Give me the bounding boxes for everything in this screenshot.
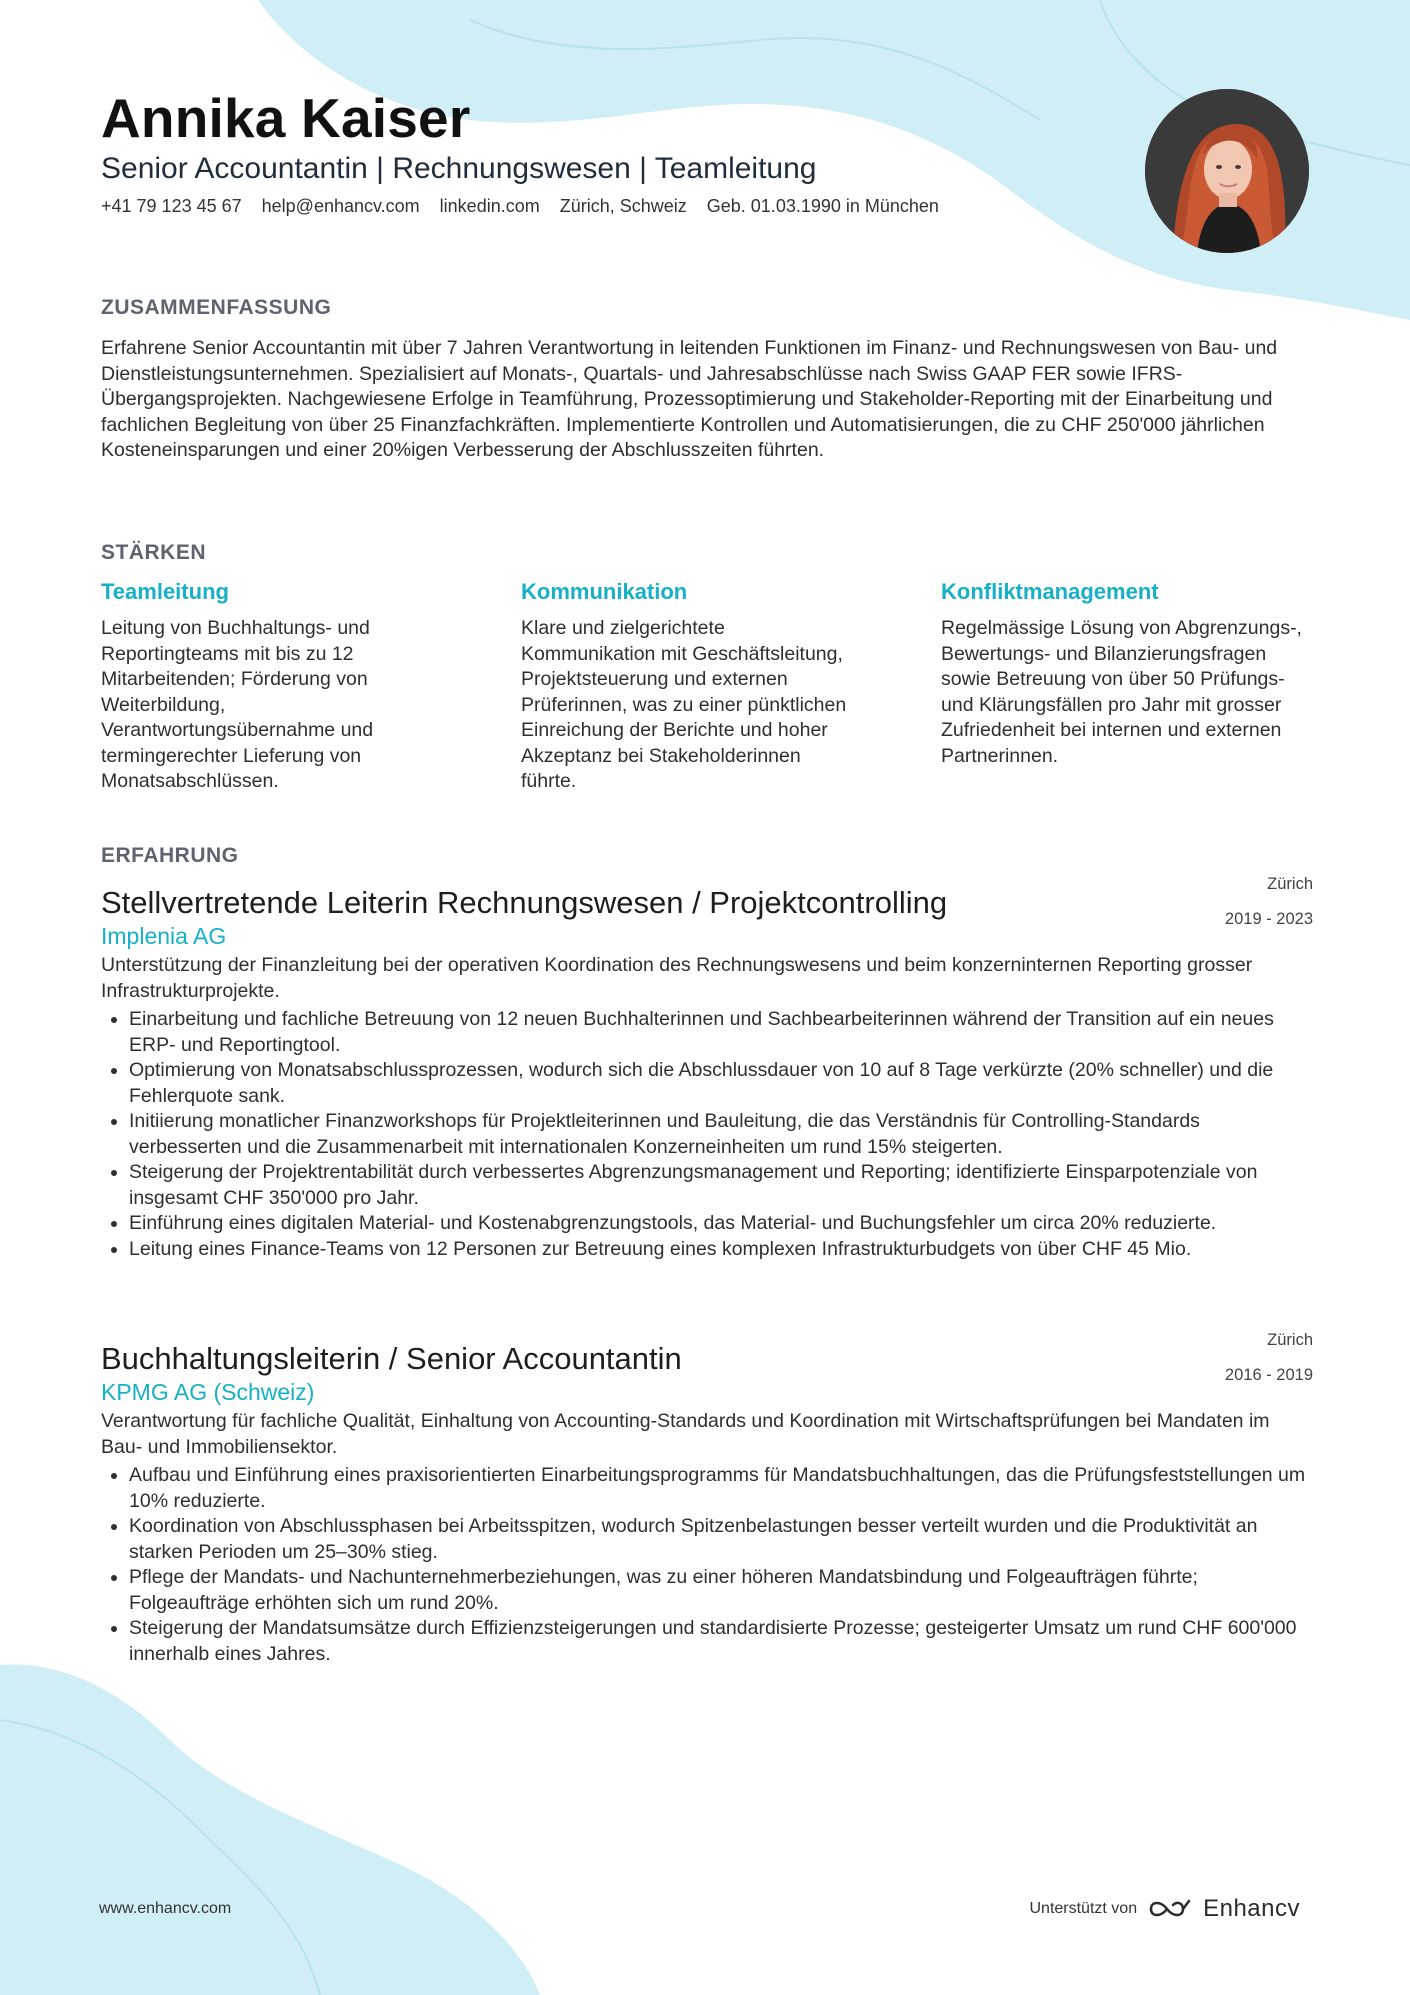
job-bullet: • Pflege der Mandats- und Nachunternehmerbeziehungen, was zu einer höheren Mandatsbindung und Folgeaufträgen führte; Folgeaufträge erhöhten sich um rund 20%. <box>129 1565 1311 1616</box>
job-bullet: • Leitung eines Finance-Teams von 12 Personen zur Betreuung eines komplexen Infrastrukturbudgets von über CHF 45 Mio. <box>129 1237 1311 1263</box>
job-company: Implenia AG <box>101 923 227 949</box>
job-bullets <box>101 1007 1311 1262</box>
contact-email[interactable]: help@enhancv.com <box>261 196 420 216</box>
strength-item <box>101 579 431 795</box>
summary-heading: ZUSAMMENFASSUNG <box>101 296 332 319</box>
footer-branding <box>1029 1895 1300 1923</box>
strength-title: Teamleitung <box>101 579 229 604</box>
contact-row <box>101 196 939 217</box>
job-description: Unterstützung der Finanzleitung bei der operativen Koordination des Rechnungswesens und beim konzerninternen Reporting grosser Infrastrukturprojekte. <box>101 954 1253 1002</box>
summary-text: Erfahrene Senior Accountantin mit über 7 Jahren Verantwortung in leitenden Funktionen im Finanz- und Rechnungswesen von Bau- und Dienstleistungsunternehmen. Spezialisiert auf Monats-, Quartals- und Jahresabschlüsse nach Swiss GAAP FER sowie IFRS-Übergangsprojekten. Nachgewiesene Erfolge in Teamführung, Prozessoptimierung und Stakeholder-Reporting mit der Einarbeitung und fachlichen Begleitung von über 25 Finanzfachkräften. Implementierte Kontrollen und Automatisierungen, die zu CHF 250'000 jährlichen Kosteneinsparungen und einer 20%igen Verbesserung der Abschlusszeiten führten. <box>101 337 1278 461</box>
contact-location: Zürich, Schweiz <box>559 196 687 216</box>
strengths-grid <box>101 579 1331 799</box>
strength-item <box>521 579 851 795</box>
job-location: Zürich <box>1267 875 1313 893</box>
job-bullet: • Einarbeitung und fachliche Betreuung von 12 neuen Buchhalterinnen und Sachbearbeiterinnen während der Transition auf ein neues ERP- und Reportingtool. <box>129 1007 1311 1058</box>
powered-by-label: Unterstützt von <box>1029 1900 1138 1917</box>
job-entry <box>101 1331 1313 1667</box>
job-bullet: • Koordination von Abschlussphasen bei Arbeitsspitzen, wodurch Spitzenbelastungen besser verteilt wurden und die Produktivität an starken Perioden um 25–30% stieg. <box>129 1514 1311 1565</box>
job-bullet: • Steigerung der Projektrentabilität durch verbessertes Abgrenzungsmanagement und Reporting; identifizierte Einsparpotenziale von insgesamt CHF 350'000 pro Jahr. <box>129 1160 1311 1211</box>
contact-phone[interactable]: +41 79 123 45 67 <box>101 196 242 216</box>
candidate-name: Annika Kaiser <box>101 87 471 149</box>
strength-text: Leitung von Buchhaltungs- und Reportingteams mit bis zu 12 Mitarbeitenden; Förderung von Weiterbildung, Verantwortungsübernahme und termingerechter Lieferung von Monatsabschlüssen. <box>101 617 374 792</box>
job-description: Verantwortung für fachliche Qualität, Einhaltung von Accounting-Standards und Koordination mit Wirtschaftsprüfungen bei Mandaten im Bau- und Immobiliensektor. <box>101 1410 1270 1458</box>
brand-name[interactable]: Enhancv <box>1203 1895 1300 1922</box>
candidate-subtitle: Senior Accountantin | Rechnungswesen | Teamleitung <box>101 152 817 185</box>
strengths-heading: STÄRKEN <box>101 541 207 564</box>
strength-text: Klare und zielgerichtete Kommunikation mit Geschäftsleitung, Projektsteuerung und externen Prüferinnen, was zu einer pünktlichen Einreichung der Berichte und hoher Akzeptanz bei Stakeholderinnen führte. <box>521 617 847 792</box>
contact-linkedin[interactable]: linkedin.com <box>439 196 540 216</box>
job-bullet: • Einführung eines digitalen Material- und Kostenabgrenzungstools, das Material- und Buchungsfehler um circa 20% reduzierte. <box>129 1211 1311 1237</box>
portrait-image <box>1145 89 1309 253</box>
contact-birth: Geb. 01.03.1990 in München <box>706 196 939 216</box>
job-dates: 2016 - 2019 <box>1224 1366 1313 1384</box>
job-title: Buchhaltungsleiterin / Senior Accountantin <box>101 1341 682 1376</box>
job-entry <box>101 875 1313 1262</box>
job-bullet: • Steigerung der Mandatsumsätze durch Effizienzsteigerungen und standardisierte Prozesse; gesteigerter Umsatz um rund CHF 600'000 innerhalb eines Jahres. <box>129 1616 1311 1667</box>
strength-item <box>941 579 1321 769</box>
job-location: Zürich <box>1267 1331 1313 1349</box>
job-bullet: • Optimierung von Monatsabschlussprozessen, wodurch sich die Abschlussdauer von 10 auf 8 Tage verkürzte (20% schneller) und die Fehlerquote sank. <box>129 1058 1311 1109</box>
job-bullets <box>101 1463 1311 1667</box>
job-company: KPMG AG (Schweiz) <box>101 1379 315 1405</box>
strength-title: Kommunikation <box>521 579 688 604</box>
job-bullet: • Aufbau und Einführung eines praxisorientierten Einarbeitungsprogramms für Mandatsbuchhaltungen, das die Prüfungsfeststellungen um 10% reduzierte. <box>129 1463 1311 1514</box>
footer-website[interactable]: www.enhancv.com <box>99 1900 232 1917</box>
enhancv-logo-icon <box>1147 1897 1193 1921</box>
avatar <box>1145 89 1309 253</box>
experience-heading: ERFAHRUNG <box>101 844 239 867</box>
job-title: Stellvertretende Leiterin Rechnungswesen / Projektcontrolling <box>101 885 948 920</box>
strength-title: Konfliktmanagement <box>941 579 1159 604</box>
strength-text: Regelmässige Lösung von Abgrenzungs-, Bewertungs- und Bilanzierungsfragen sowie Betreuung von über 50 Prüfungs- und Klärungsfällen pro Jahr mit grosser Zufriedenheit bei internen und externen Partnerinnen. <box>941 617 1302 767</box>
job-bullet: • Initiierung monatlicher Finanzworkshops für Projektleiterinnen und Bauleitung, die das Verständnis für Controlling-Standards verbesserten und die Zusammenarbeit mit internationalen Konzerneinheiten um rund 15% steigerten. <box>129 1109 1311 1160</box>
job-dates: 2019 - 2023 <box>1224 910 1313 928</box>
